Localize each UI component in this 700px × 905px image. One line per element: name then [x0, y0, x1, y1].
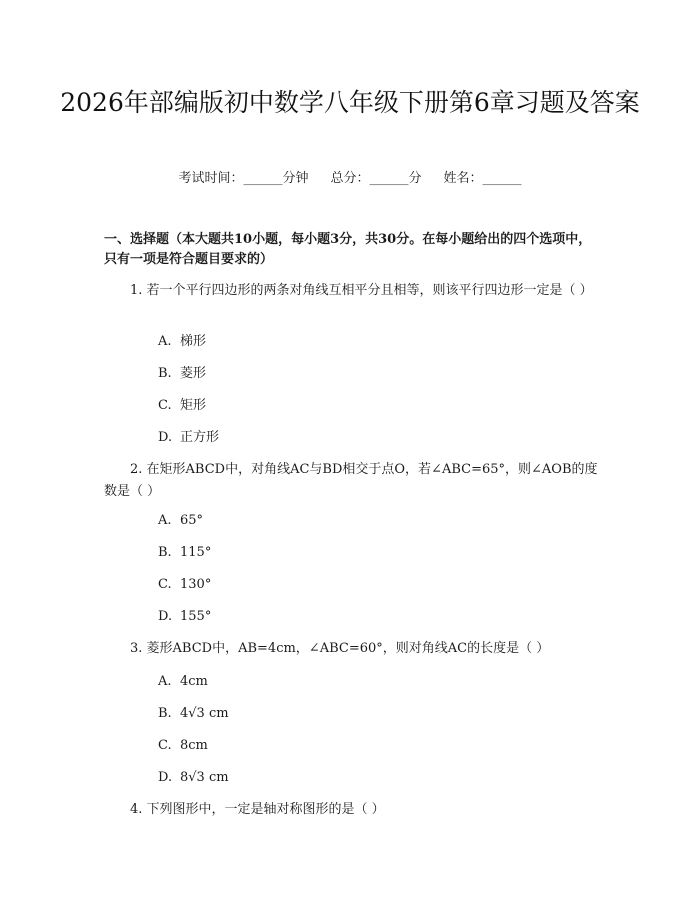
- question-3-option-d: [158, 769, 229, 787]
- question-2-stem: 2. 在矩形ABCD中，对角线AC与BD相交于点O，若∠ABC=65°，则∠AOB的度数是（ ）: [104, 462, 598, 499]
- option-label: B.: [158, 366, 172, 381]
- option-text: 65°: [180, 513, 204, 528]
- option-text: 矩形: [180, 398, 207, 413]
- question-3-option-b: [158, 705, 229, 723]
- option-label: A.: [158, 334, 172, 349]
- option-text: 4cm: [180, 674, 208, 689]
- time-label: 考试时间：: [178, 171, 244, 186]
- question-3-option-a: [158, 673, 208, 691]
- option-label: B.: [158, 545, 172, 560]
- name-label: 姓名：: [443, 171, 483, 186]
- option-text: 155°: [180, 609, 212, 624]
- question-1-option-d: [158, 429, 219, 447]
- page-title: 2026年部编版初中数学八年级下册第6章习题及答案: [60, 88, 640, 117]
- option-text: 4√3 cm: [180, 706, 229, 721]
- option-label: D.: [158, 770, 173, 785]
- exam-info-line: [0, 170, 700, 188]
- question-1-option-b: [158, 365, 206, 383]
- option-text: 8√3 cm: [180, 770, 229, 785]
- score-unit: 分: [408, 171, 422, 186]
- question-1-stem: 1. 若一个平行四边形的两条对角线互相平分且相等，则该平行四边形一定是（ ）: [130, 283, 593, 298]
- option-label: D.: [158, 609, 173, 624]
- question-2-option-c: [158, 576, 211, 594]
- option-label: A.: [158, 674, 172, 689]
- score-label: 总分：: [330, 171, 370, 186]
- score-blank: ______: [369, 171, 409, 186]
- option-label: D.: [158, 430, 173, 445]
- option-label: B.: [158, 706, 172, 721]
- question-2-option-a: [158, 512, 203, 530]
- option-text: 菱形: [180, 366, 207, 381]
- section-heading: 一、选择题（本大题共10小题，每小题3分，共30分。在每小题给出的四个选项中，只有一项是符合题目要求的）: [104, 232, 592, 267]
- question-1-option-a: [158, 333, 206, 351]
- question-3-option-c: [158, 737, 208, 755]
- option-text: 130°: [180, 577, 212, 592]
- question-2-option-b: [158, 544, 211, 562]
- question-4-stem: 4. 下列图形中，一定是轴对称图形的是（ ）: [130, 802, 385, 817]
- option-text: 梯形: [180, 334, 207, 349]
- question-3-stem: 3. 菱形ABCD中，AB=4cm，∠ABC=60°，则对角线AC的长度是（ ）: [130, 641, 550, 656]
- option-text: 正方形: [180, 430, 220, 445]
- name-blank: ______: [482, 171, 522, 186]
- question-2-option-d: [158, 608, 211, 626]
- time-blank: ______: [243, 171, 283, 186]
- option-text: 115°: [180, 545, 212, 560]
- question-1-option-c: [158, 397, 206, 415]
- option-text: 8cm: [180, 738, 208, 753]
- time-unit: 分钟: [282, 171, 309, 186]
- option-label: C.: [158, 738, 172, 753]
- option-label: A.: [158, 513, 172, 528]
- option-label: C.: [158, 577, 172, 592]
- option-label: C.: [158, 398, 172, 413]
